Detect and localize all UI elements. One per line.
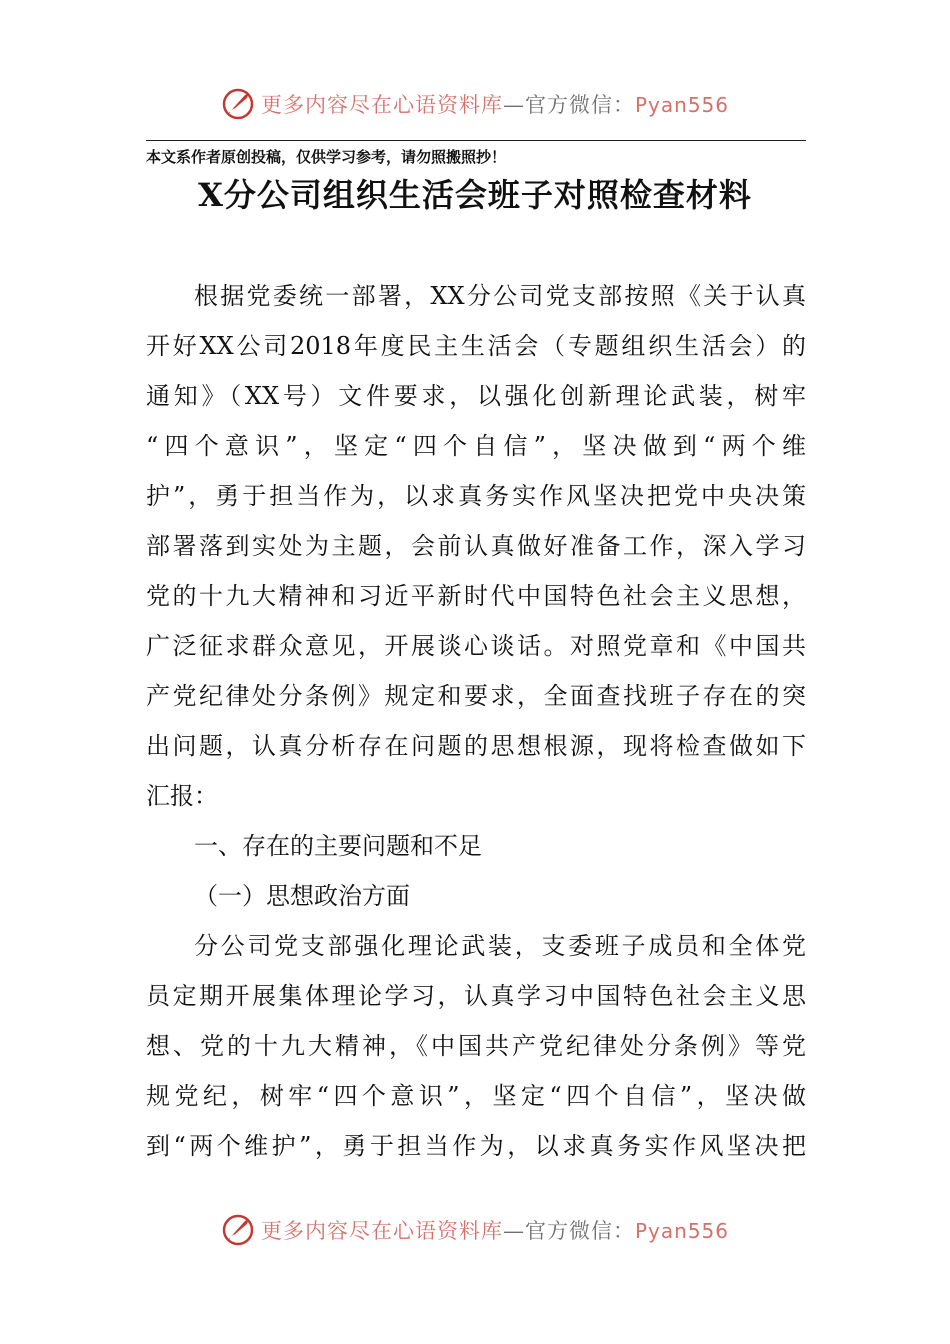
watermark-brand: 更多内容尽在心语资料库: [260, 1219, 503, 1243]
copyright-notice: 本文系作者原创投稿，仅供学习参考，请勿照搬照抄！: [146, 148, 507, 166]
paragraph-line: 开好XX公司2018年度民主生活会（专题组织生活会）的: [146, 332, 806, 360]
watermark-contact-label: 官方微信：: [524, 1219, 635, 1243]
document-body: [146, 271, 806, 1171]
watermark-separator: —: [502, 93, 525, 117]
paragraph-line: 党的十九大精神和习近平新时代中国特色社会主义思想，: [146, 582, 806, 610]
watermark-text: [261, 89, 729, 119]
quill-logo-icon: [221, 87, 255, 121]
watermark-contact-id: Pyan556: [634, 93, 729, 117]
paragraph-line: 部署落到实处为主题，会前认真做好准备工作，深入学习: [146, 532, 806, 560]
page-header-watermark: [0, 84, 950, 124]
document-title: X分公司组织生活会班子对照检查材料: [198, 176, 752, 214]
watermark-separator: —: [502, 1219, 525, 1243]
paragraph-line: 员定期开展集体理论学习，认真学习中国特色社会主义思: [146, 982, 806, 1010]
quill-logo-icon: [221, 1213, 255, 1247]
paragraph-line: 规党纪，树牢“四个意识”，坚定“四个自信”，坚决做: [146, 1082, 806, 1110]
paragraph-line: 到“两个维护”，勇于担当作为，以求真务实作风坚决把: [146, 1132, 806, 1160]
header-divider: [146, 140, 806, 141]
paragraph-line: “四个意识”，坚定“四个自信”，坚决做到“两个维: [146, 432, 806, 460]
paragraph-line: 根据党委统一部署，XX分公司党支部按照《关于认真: [194, 282, 806, 310]
subsection-heading: （一）思想政治方面: [194, 882, 410, 910]
paragraph-line: 出问题，认真分析存在问题的思想根源，现将检查做如下: [146, 732, 806, 760]
watermark-text: [261, 1215, 729, 1245]
watermark-brand: 更多内容尽在心语资料库: [260, 93, 503, 117]
section-heading: 一、存在的主要问题和不足: [194, 832, 482, 860]
paragraph-line: 通知》（XX号）文件要求，以强化创新理论武装，树牢: [146, 382, 806, 410]
paragraph-line: 想、党的十九大精神，《中国共产党纪律处分条例》等党: [146, 1032, 806, 1060]
paragraph-line: 产党纪律处分条例》规定和要求，全面查找班子存在的突: [146, 682, 806, 710]
paragraph-line: 汇报：: [146, 782, 218, 810]
paragraph-line: 广泛征求群众意见，开展谈心谈话。对照党章和《中国共: [146, 632, 806, 660]
watermark-contact-label: 官方微信：: [524, 93, 635, 117]
paragraph-line: 护”，勇于担当作为，以求真务实作风坚决把党中央决策: [146, 482, 806, 510]
watermark-contact-id: Pyan556: [634, 1219, 729, 1243]
paragraph-line: 分公司党支部强化理论武装，支委班子成员和全体党: [194, 932, 806, 960]
page-footer-watermark: [0, 1210, 950, 1250]
